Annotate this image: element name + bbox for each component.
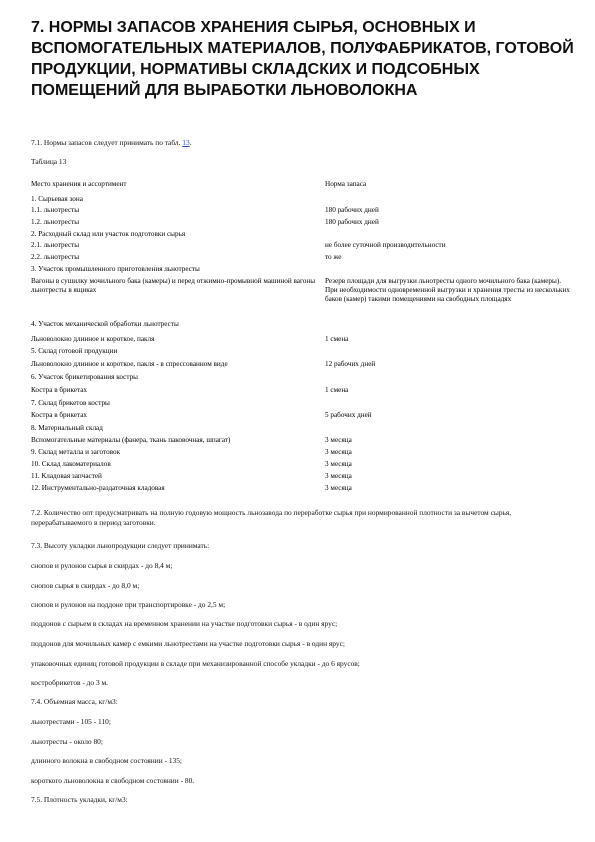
intro-end: . [189, 138, 192, 147]
table-cell: Вагоны в сушилку мочильного бака (камеры) и перед отжимно-промывной машиной вагоны льнотресты в ящиках [31, 277, 316, 294]
list-item: снопов и рулонов сырья в скирдах - до 8,4 м; [31, 561, 173, 570]
paragraph-7-5: 7.5. Плотность укладки, кг/м3: [31, 795, 128, 804]
table-cell: Костра в брикетах [31, 411, 88, 419]
table-cell: 1.1. льнотресты [31, 206, 80, 214]
list-item: снопов и рулонов на поддоне при транспортировке - до 2,5 м; [31, 600, 226, 609]
list-item: длинного волокна в свободном состоянии - 135; [31, 756, 182, 765]
table-cell: то же [325, 253, 342, 261]
table-cell: Льноволокно длинное и короткое, пакля - в спрессованном виде [31, 360, 228, 368]
table-cell: 7. Склад брикетов костры [31, 399, 110, 407]
table-cell: Вспомогательные материалы (фанера, ткань паковочная, шпагат) [31, 436, 231, 444]
table-cell: 10. Склад лакоматериалов [31, 460, 111, 468]
table-cell: 9. Склад металла и заготовок [31, 448, 121, 456]
table-cell: Льноволокно длинное и короткое, пакля [31, 335, 155, 343]
list-item: поддонов для мочильных камер с емкими льнотрестами на участке подготовки сырья - в один ярус; [31, 639, 345, 648]
table-cell: 2.1. льнотресты [31, 241, 80, 249]
intro-paragraph [31, 138, 192, 148]
intro-text: 7.1. Нормы запасов следует принимать по табл. [31, 138, 183, 147]
list-item: льнотрестами - 105 - 110; [31, 717, 111, 726]
table-cell: не более суточной производительности [325, 241, 446, 249]
table-label: Таблица 13 [31, 157, 67, 166]
table-cell: 3 месяца [325, 472, 352, 480]
table-header-cell: Место хранения и ассортимент [31, 180, 127, 188]
paragraph-7-3: 7.3. Высоту укладки льнопродукции следует принимать: [31, 541, 210, 550]
table-cell: 12. Инструментально-раздаточная кладовая [31, 484, 165, 492]
table-cell: 8. Материальный склад [31, 424, 103, 432]
table-header-cell: Норма запаса [325, 180, 367, 188]
table-cell: 4. Участок механической обработки льнотресты [31, 320, 179, 328]
list-item: льнотресты - около 80; [31, 737, 103, 746]
table-cell: 1.2. льнотресты [31, 218, 80, 226]
list-item: поддонов с сырьем в складах на временном хранении на участке подготовки сырья - в один ярус; [31, 619, 338, 628]
table-cell: 5 рабочих дней [325, 411, 372, 419]
table-cell: 3 месяца [325, 436, 352, 444]
page-title: 7. НОРМЫ ЗАПАСОВ ХРАНЕНИЯ СЫРЬЯ, ОСНОВНЫХ И ВСПОМОГАТЕЛЬНЫХ МАТЕРИАЛОВ, ПОЛУФАБРИКАТОВ, ГОТОВОЙ ПРОДУКЦИИ, НОРМАТИВЫ СКЛАДСКИХ И ПОДСОБНЫХ ПОМЕЩЕНИЙ ДЛЯ ВЫРАБОТКИ ЛЬНОВОЛОКНА [31, 19, 574, 99]
table-cell: 1. Сырьевая зона [31, 195, 83, 203]
table-cell: 3. Участок промышленного приготовления льнотресты [31, 265, 200, 273]
paragraph-7-4: 7.4. Объемная масса, кг/м3: [31, 697, 118, 706]
list-item: упаковочных единиц готовой продукции в складе при механизированной способе укладки - до 6 ярусов; [31, 659, 360, 668]
table-cell: 3 месяца [325, 460, 352, 468]
table-cell: 1 смена [325, 386, 349, 394]
table-cell: 12 рабочих дней [325, 360, 376, 368]
table-cell: 3 месяца [325, 484, 352, 492]
table-cell: 2. Расходный склад или участок подготовки сырья [31, 230, 186, 238]
table-cell: 1 смена [325, 335, 349, 343]
list-item: снопов сырья в скирдах - до 8,0 м; [31, 581, 140, 590]
table-cell: 11. Кладовая запчастей [31, 472, 102, 480]
table-cell: 180 рабочих дней [325, 218, 379, 226]
paragraph-7-2: 7.2. Количество опт предусматривать на полную годовую мощность льнозавода по переработке сырья при нормированной плотности за вычетом сырья, перерабатываемого в период заготовки. [31, 508, 512, 527]
table-cell: 2.2. льнотресты [31, 253, 80, 261]
table-cell: Резерв площади для выгрузки льнотресты одного мочильного бака (камеры). При необходимости одновременной выгрузки и хранения тресты из нескольких баков (камер) такими помещениями на свободных площадях [325, 277, 570, 303]
table-cell: 6. Участок брикетирования костры [31, 373, 139, 381]
table-cell: Костра в брикетах [31, 386, 88, 394]
table-cell: 3 месяца [325, 448, 352, 456]
list-item: костробрикетов - до 3 м. [31, 678, 109, 687]
table-cell: 180 рабочих дней [325, 206, 379, 214]
list-item: короткого льноволокна в свободном состоянии - 80. [31, 776, 195, 785]
table-13-link[interactable]: 13 [182, 138, 190, 147]
table-cell: 5. Склад готовой продукции [31, 347, 118, 355]
